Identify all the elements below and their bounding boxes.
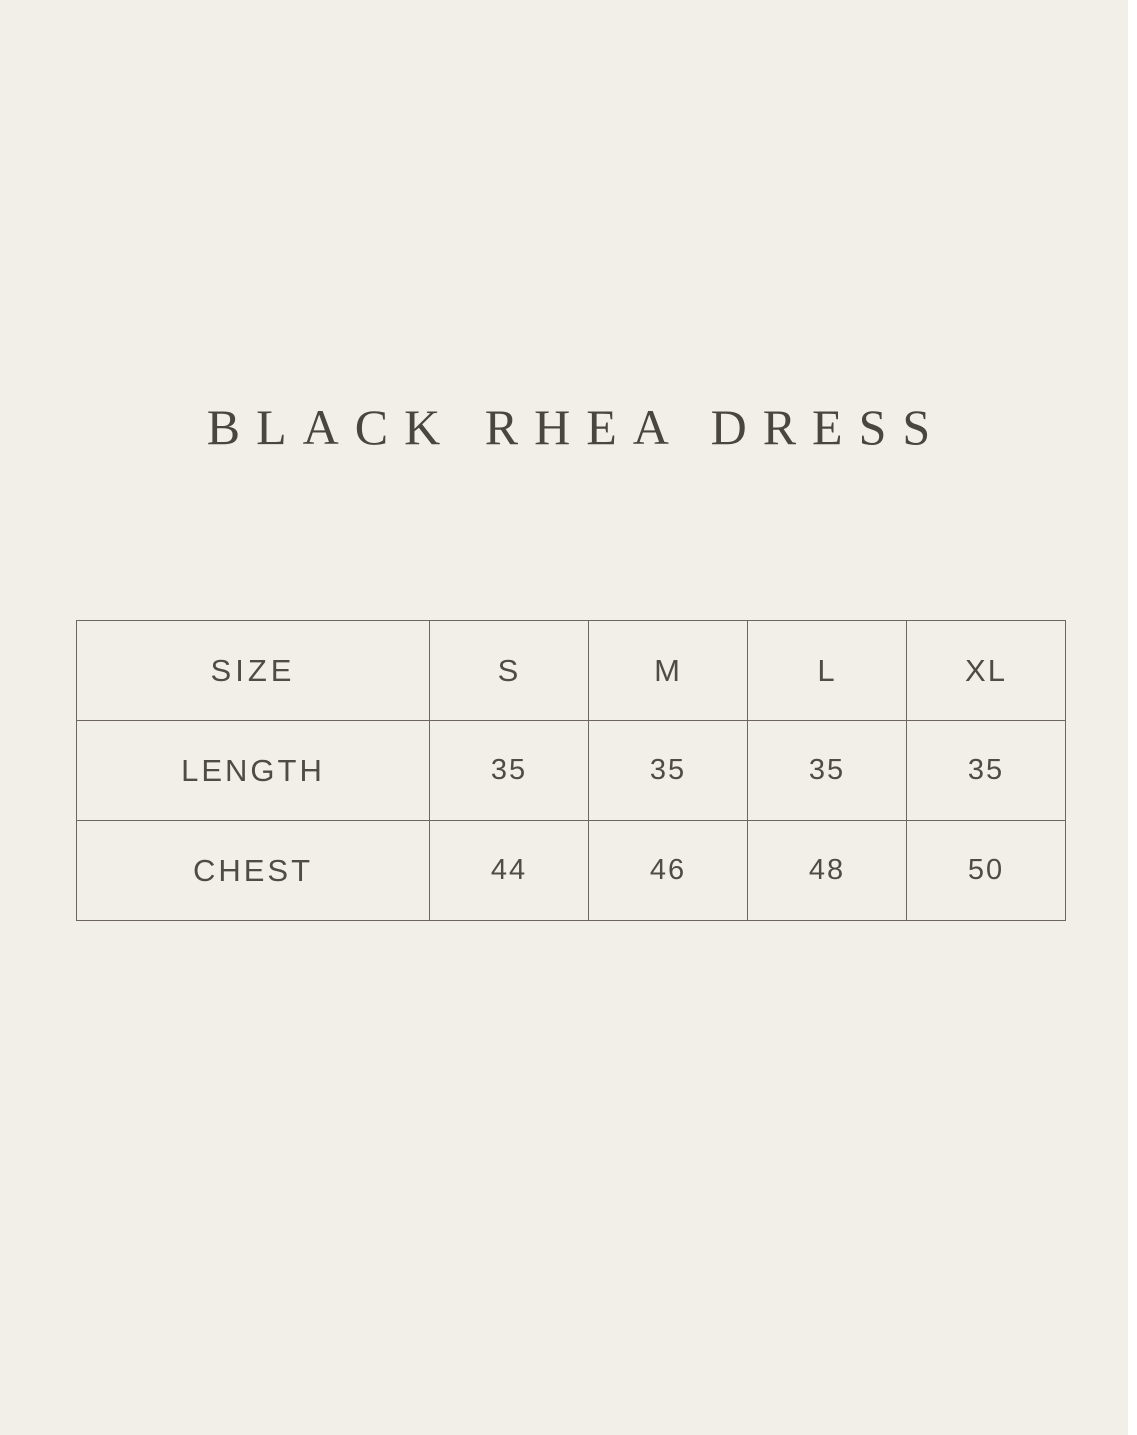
table-row xyxy=(77,821,1066,921)
page-title: BLACK RHEA DRESS xyxy=(206,399,947,455)
row-label-length: LENGTH xyxy=(77,721,430,821)
table-row xyxy=(77,721,1066,821)
chest-xl: 50 xyxy=(907,821,1066,921)
header-size-s: S xyxy=(430,621,589,721)
length-l: 35 xyxy=(748,721,907,821)
length-xl: 35 xyxy=(907,721,1066,821)
size-chart-table xyxy=(76,620,1066,921)
chest-l: 48 xyxy=(748,821,907,921)
header-size-m: M xyxy=(589,621,748,721)
length-s: 35 xyxy=(430,721,589,821)
page-right-margin xyxy=(1128,0,1137,1435)
row-label-chest: CHEST xyxy=(77,821,430,921)
chest-m: 46 xyxy=(589,821,748,921)
length-m: 35 xyxy=(589,721,748,821)
table-header-row xyxy=(77,621,1066,721)
header-label-size: SIZE xyxy=(77,621,430,721)
header-size-xl: XL xyxy=(907,621,1066,721)
header-size-l: L xyxy=(748,621,907,721)
chest-s: 44 xyxy=(430,821,589,921)
